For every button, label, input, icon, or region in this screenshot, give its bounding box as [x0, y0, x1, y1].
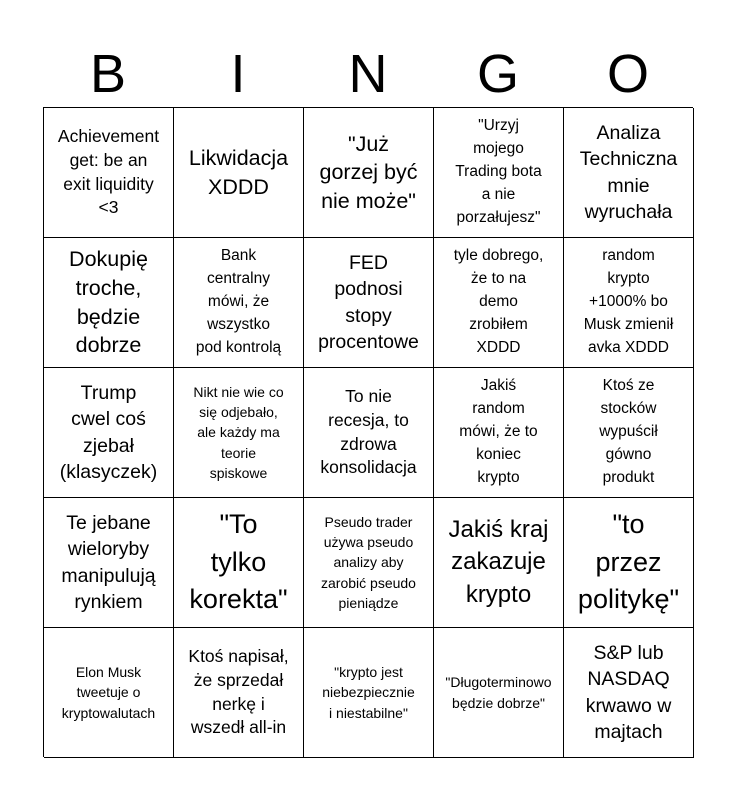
bingo-cell-text: Dokupię troche, będzie dobrze: [69, 247, 148, 358]
bingo-grid: [43, 107, 693, 757]
header-letter-i: I: [230, 44, 246, 104]
bingo-cell[interactable]: [304, 368, 434, 498]
bingo-cell[interactable]: [564, 628, 694, 758]
bingo-header: [43, 40, 693, 108]
bingo-cell[interactable]: [44, 238, 174, 368]
bingo-cell-text: Bank centralny mówi, że wszystko pod kontrolą: [195, 247, 282, 356]
bingo-cell-text: Likwidacja XDDD: [188, 145, 289, 199]
bingo-cell-text: "To tylko korekta": [189, 508, 288, 615]
bingo-cell[interactable]: [304, 628, 434, 758]
bingo-cell-text: Nikt nie wie co się odjebało, ale każdy ma teorie spiskowe: [193, 383, 284, 481]
bingo-cell-text: "Urzyj mojego Trading bota a nie porzałujesz": [455, 117, 542, 226]
bingo-cell[interactable]: [174, 108, 304, 238]
bingo-cell-text: S&P lub NASDAQ krwawo w majtach: [585, 641, 672, 743]
bingo-cell[interactable]: [564, 368, 694, 498]
bingo-cell-text: Jakiś random mówi, że to koniec krypto: [459, 377, 538, 486]
bingo-cell-text: "to przez politykę": [577, 508, 680, 615]
bingo-cell[interactable]: [434, 498, 564, 628]
header-letter-g: G: [476, 44, 519, 104]
bingo-cell[interactable]: [174, 498, 304, 628]
bingo-cell[interactable]: [44, 498, 174, 628]
bingo-cell-text: Achievement get: be an exit liquidity <3: [57, 126, 160, 218]
bingo-cell[interactable]: [304, 108, 434, 238]
bingo-cell-text: To nie recesja, to zdrowa konsolidacja: [320, 386, 417, 478]
bingo-cell[interactable]: [434, 628, 564, 758]
bingo-cell[interactable]: [434, 108, 564, 238]
bingo-cell-text: random krypto +1000% bo Musk zmienił avka XDDD: [583, 247, 674, 356]
header-letter-o: O: [606, 44, 649, 104]
bingo-cell-text: Ktoś ze stocków wypuścił gówno produkt: [599, 377, 658, 486]
bingo-cell[interactable]: [434, 368, 564, 498]
bingo-cell-text: Elon Musk tweetuje o kryptowalutach: [61, 664, 156, 721]
bingo-cell[interactable]: [564, 108, 694, 238]
bingo-cell[interactable]: [434, 238, 564, 368]
bingo-cell[interactable]: [304, 498, 434, 628]
bingo-cell-text: Pseudo trader używa pseudo analizy aby zarobić pseudo pieniądze: [321, 513, 416, 611]
bingo-cell[interactable]: [44, 368, 174, 498]
bingo-cell-text: Jakiś kraj zakazuje krypto: [448, 515, 549, 608]
bingo-cell[interactable]: [564, 238, 694, 368]
bingo-cell-text: "Długoterminowo będzie dobrze": [445, 674, 552, 711]
bingo-cell-text: Analiza Techniczna mnie wyruchała: [579, 121, 678, 223]
bingo-cell[interactable]: [304, 238, 434, 368]
bingo-cell[interactable]: [44, 108, 174, 238]
bingo-cell[interactable]: [44, 628, 174, 758]
bingo-cell-text: FED podnosi stopy procentowe: [318, 251, 419, 353]
bingo-cell[interactable]: [564, 498, 694, 628]
bingo-cell[interactable]: [174, 368, 304, 498]
bingo-cell-text: "krypto jest niebezpiecznie i niestabilne": [322, 664, 415, 721]
header-letter-n: N: [348, 44, 388, 104]
header-letter-b: B: [89, 44, 127, 104]
bingo-cell-text: "Już gorzej być nie może": [319, 131, 418, 213]
bingo-cell-text: Trump cwel coś zjebał (klasyczek): [59, 381, 158, 483]
bingo-cell[interactable]: [174, 238, 304, 368]
bingo-cell[interactable]: [174, 628, 304, 758]
bingo-cell-text: tyle dobrego, że to na demo zrobiłem XDDD: [453, 247, 544, 356]
bingo-cell-text: Te jebane wieloryby manipulują rynkiem: [61, 511, 156, 613]
bingo-cell-text: Ktoś napisał, że sprzedał nerkę i wszedł all-in: [188, 646, 289, 738]
